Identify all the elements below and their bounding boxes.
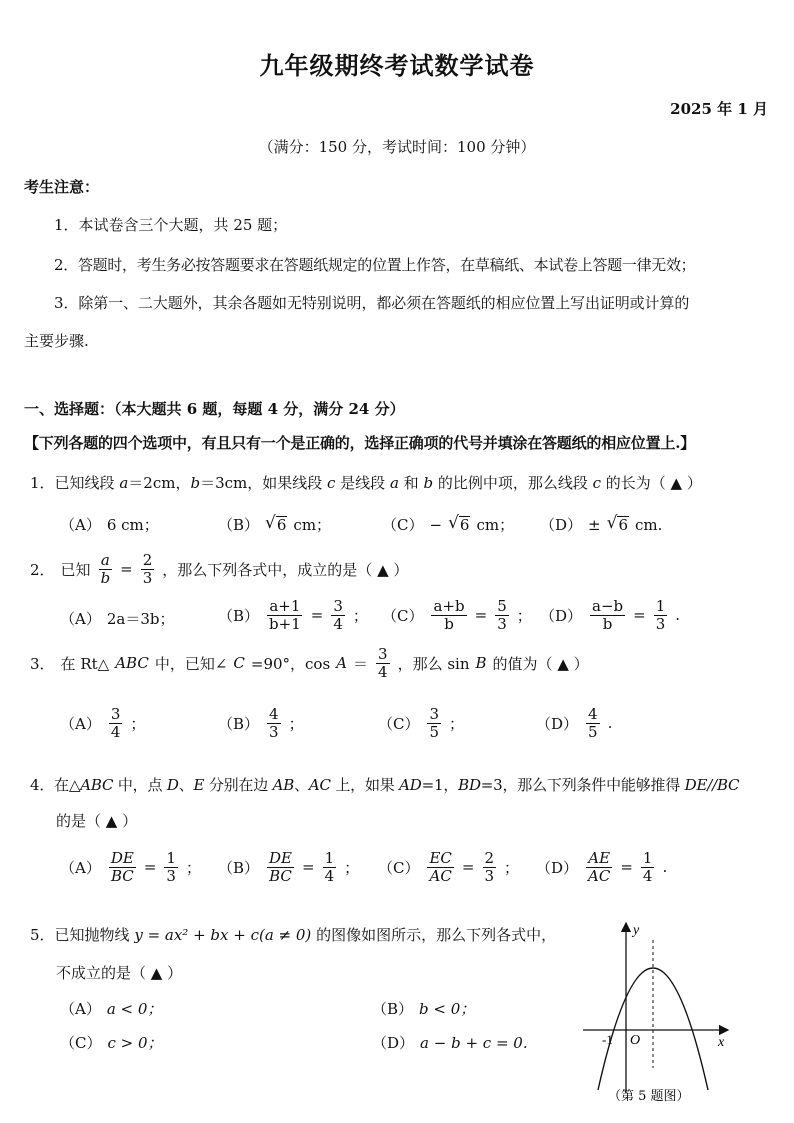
- q2-option-a: （A） 2a＝3b；: [60, 610, 175, 628]
- q5-option-a: （A） a < 0；: [60, 1000, 163, 1018]
- exam-date: 2025 年 1 月: [670, 100, 768, 118]
- question-1: 1．已知线段 a＝2cm，b＝3cm，如果线段 c 是线段 a 和 b 的比例中项，那么线段 c 的长为（ ▲ ）: [30, 474, 702, 492]
- notice-heading: 考生注意：: [24, 178, 100, 196]
- q4-option-d: （D） $\frac{AE}{AC}$ = $\frac{1}{4}$ .: [536, 849, 668, 885]
- notice-item-1: 1．本试卷含三个大题，共 25 题；: [54, 216, 288, 234]
- figure-caption: （第 5 题图）: [608, 1089, 690, 1104]
- q5-option-b: （B） b < 0；: [372, 1000, 476, 1018]
- parabola-graph: [578, 918, 738, 1108]
- q2-option-c: （C） $\frac{a+b}{b}$ = $\frac{5}{3}$ ；: [382, 597, 532, 633]
- q4-option-a: （A） $\frac{DE}{BC}$ = $\frac{1}{3}$ ；: [60, 849, 201, 885]
- neg-one-label: -1: [602, 1032, 613, 1047]
- scoring-info: （满分：150 分，考试时间：100 分钟）: [258, 138, 536, 156]
- q3-option-b: （B） $\frac{4}{3}$ ；: [218, 705, 304, 741]
- y-axis-label: y: [633, 923, 640, 938]
- section-1-heading: 一、选择题：（本大题共 6 题，每题 4 分，满分 24 分）: [24, 400, 405, 418]
- q2-option-d: （D） $\frac{a-b}{b}$ = $\frac{1}{3}$ .: [540, 597, 681, 633]
- q5-option-c: （C） c > 0；: [60, 1034, 163, 1052]
- q3-option-d: （D） $\frac{4}{5}$ .: [536, 705, 613, 741]
- q5-option-d: （D） a − b + c = 0.: [372, 1033, 528, 1052]
- x-axis-label: x: [718, 1035, 725, 1050]
- parabola-curve: [598, 968, 708, 1090]
- page-title: 九年级期终考试数学试卷: [259, 51, 535, 80]
- question-number: 1．: [30, 474, 55, 492]
- q2-option-b: （B） $\frac{a+1}{b+1}$ = $\frac{3}{4}$ ；: [218, 597, 368, 633]
- q1-option-d: （D） ± √ 6 cm.: [540, 513, 663, 535]
- question-2: 2． 已知 $\frac{a}{b}$ = $\frac{2}{3}$ ，那么下列各式中，成立的是（ ▲ ）: [30, 551, 409, 587]
- q1-option-c: （C） − √ 6 cm；: [382, 513, 515, 535]
- q1-option-b: （B） √ 6 cm；: [218, 513, 332, 535]
- q1-option-a: （A） 6 cm；: [60, 516, 159, 534]
- origin-label: O: [630, 1033, 641, 1048]
- question-4: 4．在△ABC 中，点 D、E 分别在边 AB、AC 上，如果 AD=1，BD=3，那么下列条件中能够推得 DE//BC: [30, 776, 740, 794]
- question-4-cont: 的是（ ▲ ）: [56, 812, 138, 830]
- notice-item-2: 2．答题时，考生务必按答题要求在答题纸规定的位置上作答，在草稿纸、本试卷上答题一律无效；: [54, 256, 696, 274]
- q4-option-b: （B） $\frac{DE}{BC}$ = $\frac{1}{4}$ ；: [218, 849, 360, 885]
- question-3: 3． 在 Rt△ ABC 中，已知∠ C =90°，cos A ＝ $\frac{3}{4}$ ，那么 sin B 的值为（ ▲ ）: [30, 645, 589, 681]
- q3-option-c: （C） $\frac{3}{5}$ ；: [378, 705, 465, 741]
- notice-item-3: 3．除第一、二大题外，其余各题如无特别说明，都必须在答题纸的相应位置上写出证明或计算的: [54, 294, 690, 312]
- section-1-directions: 【下列各题的四个选项中，有且只有一个是正确的，选择正确项的代号并填涂在答题纸的相应位置上.】: [24, 434, 696, 452]
- q3-option-a: （A） $\frac{3}{4}$ ；: [60, 705, 146, 741]
- question-5-cont: 不成立的是（ ▲ ）: [56, 964, 183, 982]
- question-5: 5．已知抛物线 y = ax² + bx + c(a ≠ 0) 的图像如图所示，那么下列各式中，: [30, 926, 557, 944]
- notice-item-3-cont: 主要步骤.: [24, 332, 89, 350]
- q4-option-c: （C） $\frac{EC}{AC}$ = $\frac{2}{3}$ ；: [378, 849, 520, 885]
